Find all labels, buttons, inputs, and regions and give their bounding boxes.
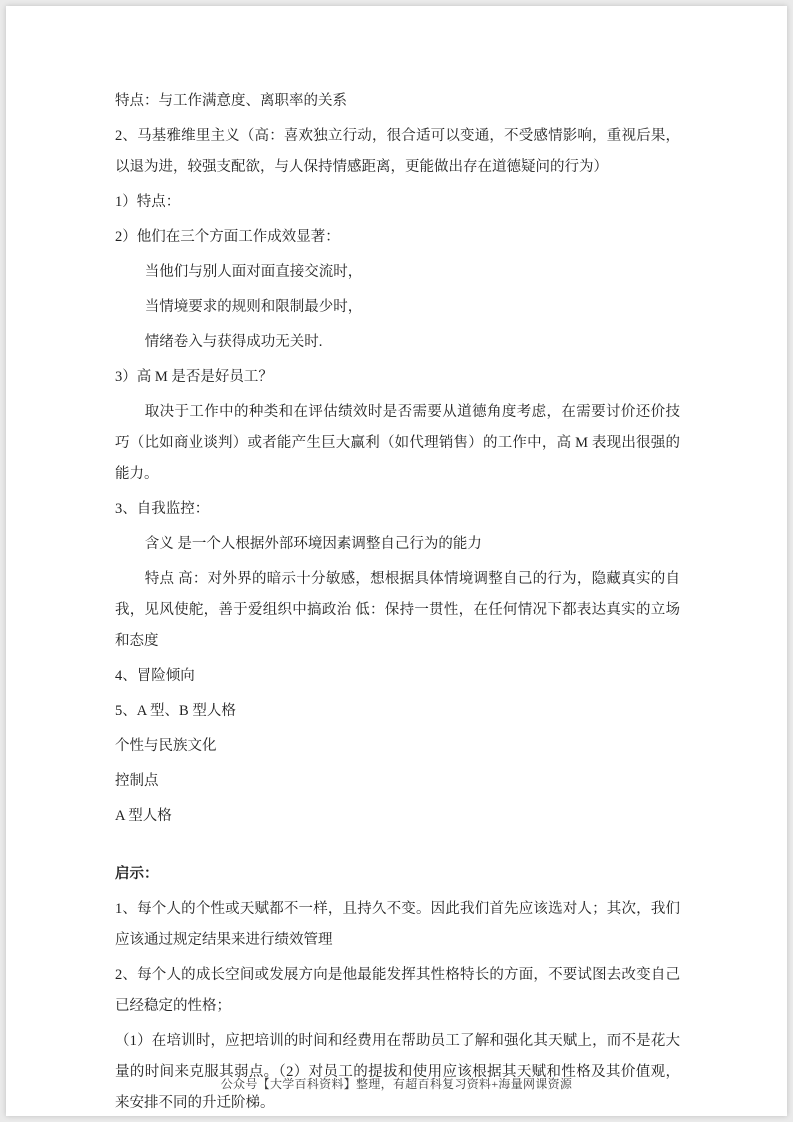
paragraph: 3）高 M 是否是好员工？ [115, 369, 273, 385]
paragraph: 1）特点： [115, 194, 181, 210]
paragraph: 5、A 型、B 型人格 [115, 703, 236, 719]
paragraph: 控制点 [115, 773, 159, 789]
paragraph: 2、马基雅维里主义（高：喜欢独立行动，很合适可以变通，不受感情影响，重视后果，以退为进，较强支配欲，与人保持情感距离，更能做出存在道德疑问的行为） [115, 128, 680, 175]
paragraph: 情绪卷入与获得成功无关时. [144, 334, 323, 350]
document-page [6, 6, 787, 1116]
paragraph: 当他们与别人面对面直接交流时， [144, 264, 363, 280]
paragraph: 个性与民族文化 [115, 738, 217, 754]
paragraph: 特点：与工作满意度、离职率的关系 [115, 93, 347, 109]
paragraph: 当情境要求的规则和限制最少时， [144, 299, 363, 315]
paragraph: A 型人格 [115, 808, 172, 824]
paragraph: 含义 是一个人根据外部环境因素调整自己行为的能力 [144, 536, 482, 552]
paragraph: 3、自我监控： [115, 501, 210, 517]
footer-note: 公众号【大学百科资料】整理，有超百科复习资料+海量网课资源 [220, 1077, 573, 1091]
paragraph: 取决于工作中的种类和在评估绩效时是否需要从道德角度考虑，在需要讨价还价技巧（比如商业谈判）或者能产生巨大赢利（如代理销售）的工作中，高 M 表现出很强的能力。 [115, 404, 680, 482]
paragraph: （1）在培训时，应把培训的时间和经费用在帮助员工了解和强化其天赋上，而不是花大量的时间来克服其弱点。（2）对员工的提拔和使用应该根据其天赋和性格及其价值观，来安排不同的升迁阶梯。 [115, 1033, 680, 1111]
paragraph: 4、冒险倾向 [115, 668, 195, 684]
paragraph: 特点 高：对外界的暗示十分敏感，想根据具体情境调整自己的行为，隐藏真实的自我，见风使舵，善于爱组织中搞政治 低：保持一贯性，在任何情况下都表达真实的立场和态度 [115, 571, 680, 649]
insight-heading: 启示： [115, 866, 159, 882]
document-body [6, 6, 787, 1119]
paragraph: 2、每个人的成长空间或发展方向是他最能发挥其性格特长的方面，不要试图去改变自己已经稳定的性格； [115, 967, 680, 1014]
paragraph: 1、每个人的个性或天赋都不一样，且持久不变。因此我们首先应该选对人；其次，我们应该通过规定结果来进行绩效管理 [115, 901, 680, 948]
paragraph: 2）他们在三个方面工作成效显著： [115, 229, 340, 245]
